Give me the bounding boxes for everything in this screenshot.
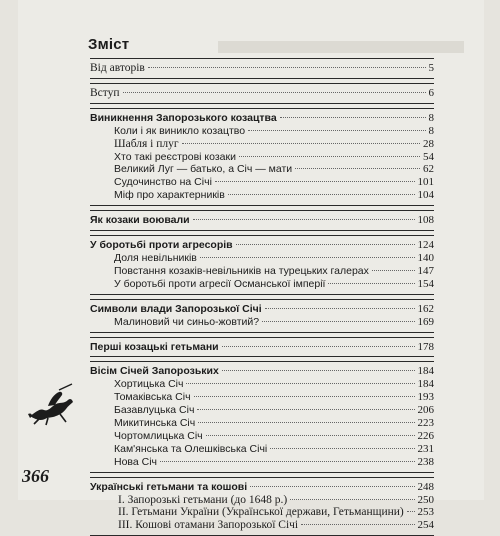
toc-entry (90, 278, 434, 291)
toc-entry (90, 163, 434, 176)
toc-entry (90, 265, 434, 278)
toc-entry-title: Вступ (90, 86, 120, 99)
toc-section (90, 337, 434, 358)
section-rule-top (90, 235, 434, 236)
toc-entry (90, 519, 434, 532)
section-rule-bottom (90, 205, 434, 206)
dot-leader (228, 194, 415, 195)
toc-entry-title: Базавлуцька Січ (114, 404, 195, 417)
toc-entry-title: Коли і як виникло козацтво (114, 124, 246, 137)
toc-entry-title: Великий Луг — батько, а Січ — мати (114, 163, 293, 176)
section-rule-top (90, 361, 434, 362)
toc-entry-title: Шабля і плуг (114, 137, 179, 150)
toc-section (90, 361, 434, 472)
toc-entry-page: 248 (417, 480, 434, 493)
toc-entry (90, 365, 434, 378)
toc-entry (90, 456, 434, 469)
dot-leader (295, 168, 420, 169)
section-rule-top (90, 210, 434, 211)
toc-entry (90, 430, 434, 443)
toc-entry (90, 494, 434, 507)
toc-entry-page: 226 (417, 429, 434, 442)
section-rule-bottom (90, 356, 434, 357)
toc-entry-page: 193 (417, 391, 434, 404)
toc-entry-page: 253 (417, 506, 434, 519)
toc-entry-page: 101 (417, 176, 434, 189)
toc-entry-page: 140 (417, 251, 434, 264)
toc-entry-title: Хто такі реєстрові козаки (114, 150, 236, 163)
toc-entry (90, 303, 434, 316)
toc-section (90, 58, 434, 79)
toc-entry-title: Як козаки воювали (90, 214, 190, 227)
toc-entry-title: Судочинство на Січі (114, 176, 212, 189)
toc-entry-page: 206 (417, 404, 434, 417)
show-through-text (218, 41, 464, 53)
dot-leader (236, 244, 415, 245)
dot-leader (222, 370, 415, 371)
toc-entry (90, 62, 434, 75)
toc-entry-title: Виникнення Запорозького козацтва (90, 111, 277, 124)
section-rule-bottom (90, 294, 434, 295)
toc-entry-title: Малиновий чи синьо-жовтий? (114, 315, 260, 328)
toc-entry-page: 8 (428, 124, 434, 137)
toc-entry (90, 417, 434, 430)
toc-entry-page: 5 (428, 62, 434, 74)
toc-entry (90, 112, 434, 125)
section-rule-top (90, 58, 434, 59)
toc-entry-title: У боротьбі проти агресії Османської імперії (114, 277, 326, 290)
dot-leader (372, 270, 415, 271)
toc-entry-title: Нова Січ (114, 455, 158, 468)
toc-entry-title: І. Запорозькі гетьмани (до 1648 р.) (118, 493, 288, 506)
toc-entry-page: 124 (417, 239, 434, 252)
toc-entry (90, 341, 434, 354)
dot-leader (265, 308, 415, 309)
toc-entry-title: Повстання козаків-невільників на турецьких галерах (114, 264, 369, 277)
section-rule-top (90, 108, 434, 109)
toc-section (90, 299, 434, 333)
dot-leader (197, 409, 414, 410)
toc-entry (90, 176, 434, 189)
section-rule-top (90, 337, 434, 338)
section-rule-bottom (90, 103, 434, 104)
toc-entry-title: Кам'янська та Олешківська Січі (114, 442, 268, 455)
dot-leader (407, 511, 415, 512)
cossack-rider-icon (26, 382, 78, 426)
dot-leader (215, 181, 415, 182)
toc-entry-page: 162 (417, 302, 434, 315)
toc-entry-title: У боротьбі проти агресорів (90, 239, 233, 252)
toc-entry (90, 443, 434, 456)
toc-entry-page: 62 (423, 163, 434, 176)
toc-entry (90, 239, 434, 252)
dot-leader (328, 283, 414, 284)
section-rule-top (90, 83, 434, 84)
dot-leader (239, 156, 420, 157)
toc-entry-title: Українські гетьмани та кошові (90, 480, 248, 493)
toc-entry-page: 8 (428, 111, 434, 124)
toc-section (90, 83, 434, 104)
toc-entry (90, 214, 434, 227)
toc-entry-page: 223 (417, 417, 434, 430)
toc-entry-title: Міф про характерників (114, 189, 225, 202)
dot-leader (270, 448, 414, 449)
toc-entry-page: 54 (423, 150, 434, 163)
section-rule-top (90, 477, 434, 478)
dot-leader (193, 219, 415, 220)
toc-entry-title: Перші козацькі гетьмани (90, 340, 219, 353)
toc-entry-title: Томаківська Січ (114, 391, 191, 404)
toc-entry-page: 6 (428, 86, 434, 99)
dot-leader (248, 130, 425, 131)
toc-entry-title: Чортомлицька Січ (114, 429, 203, 442)
toc-entry (90, 151, 434, 164)
dot-leader (222, 346, 415, 347)
toc-entry-title: Доля невільників (114, 251, 197, 264)
toc-entry-title: ІІІ. Кошові отамани Запорозької Січі (118, 519, 299, 532)
dot-leader (301, 524, 414, 525)
toc-entry-title: Микитинська Січ (114, 417, 196, 430)
toc-section (90, 210, 434, 231)
toc-entry-page: 238 (417, 455, 434, 468)
page-number: 366 (22, 466, 49, 486)
dot-leader (123, 92, 426, 93)
toc-entry-page: 154 (417, 277, 434, 290)
toc-entry (90, 189, 434, 202)
dot-leader (182, 143, 420, 144)
toc-entry-page: 28 (423, 137, 434, 150)
dot-leader (148, 67, 426, 68)
toc-entry (90, 125, 434, 138)
section-rule-bottom (90, 472, 434, 473)
toc-heading: Зміст (88, 36, 130, 53)
table-of-contents (90, 58, 434, 536)
section-rule-bottom (90, 78, 434, 79)
toc-entry-page: 231 (417, 442, 434, 455)
dot-leader (194, 396, 415, 397)
toc-entry-page: 169 (417, 315, 434, 328)
toc-entry (90, 87, 434, 100)
dot-leader (262, 321, 414, 322)
toc-entry-page: 184 (417, 365, 434, 378)
section-rule-bottom (90, 332, 434, 333)
toc-entry-page: 184 (417, 378, 434, 391)
section-rule-top (90, 299, 434, 300)
toc-entry-page: 250 (417, 493, 434, 506)
toc-entry-page: 178 (417, 340, 434, 353)
dot-leader (206, 435, 415, 436)
toc-entry-title: Від авторів (90, 62, 145, 74)
toc-entry-title: Символи влади Запорозької Січі (90, 302, 262, 315)
toc-entry-page: 104 (417, 189, 434, 202)
toc-entry-title: ІІ. Гетьмани України (Української держави, Гетьманщини) (118, 506, 404, 519)
section-rule-bottom (90, 230, 434, 231)
dot-leader (186, 383, 414, 384)
toc-entry (90, 506, 434, 519)
toc-entry-page: 254 (417, 519, 434, 532)
toc-entry-title: Вісім Січей Запорозьких (90, 365, 219, 378)
toc-section (90, 108, 434, 206)
toc-entry-page: 108 (417, 214, 434, 227)
dot-leader (280, 117, 426, 118)
toc-entry (90, 404, 434, 417)
toc-entry (90, 316, 434, 329)
toc-entry-title: Хортицька Січ (114, 378, 184, 391)
toc-section (90, 477, 434, 536)
toc-section (90, 235, 434, 295)
dot-leader (160, 461, 414, 462)
toc-entry (90, 481, 434, 494)
dot-leader (250, 486, 414, 487)
toc-entry-page: 147 (417, 264, 434, 277)
dot-leader (200, 257, 415, 258)
toc-entry (90, 391, 434, 404)
dot-leader (198, 422, 414, 423)
toc-entry (90, 138, 434, 151)
toc-entry (90, 378, 434, 391)
toc-entry (90, 252, 434, 265)
dot-leader (290, 499, 414, 500)
